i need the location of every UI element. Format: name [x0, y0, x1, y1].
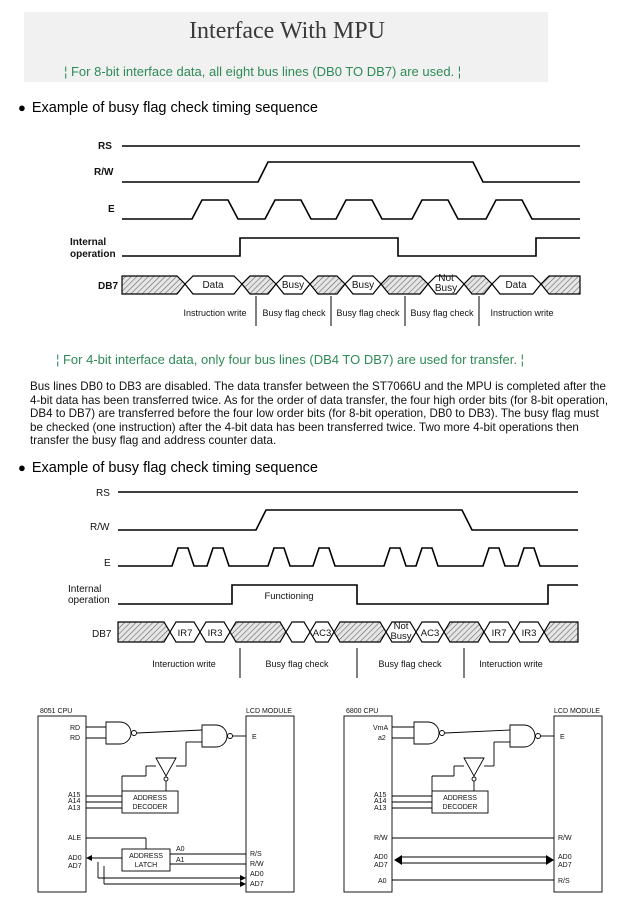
- bullet-icon: ●: [18, 100, 26, 115]
- label-8051-decoder2: DECODER: [132, 804, 168, 811]
- label-6800-a15: A15: [374, 792, 387, 799]
- db7-2-label-ir7-1: IR7: [177, 628, 193, 639]
- operation-label: operation: [70, 249, 116, 260]
- db7-invalid-4: [381, 276, 428, 294]
- label-8051-mad0: AD0: [250, 871, 264, 878]
- label-8051-cpu: 8051 CPU: [40, 708, 73, 715]
- phase-1-2: Busy flag check: [262, 308, 326, 318]
- label-8051-a15: A15: [68, 792, 81, 799]
- label-8051-ad0: AD0: [68, 855, 82, 862]
- timing-diagram-2: [0, 480, 638, 680]
- rw-wave-2: [118, 510, 578, 530]
- label-6800-decoder1: ADDRESS: [443, 795, 477, 802]
- rw-label: R/W: [94, 167, 114, 178]
- label-8051-latch1: ADDRESS: [129, 853, 163, 860]
- db7-invalid-1: [122, 276, 185, 294]
- label-8051-latch2: LATCH: [134, 862, 158, 869]
- phase-2-1: Interuction write: [152, 659, 216, 669]
- section1-heading-text: Example of busy flag check timing sequence: [31, 100, 318, 116]
- db7-2-label-ir3-1: IR3: [207, 628, 223, 639]
- label-6800-cpu: 6800 CPU: [346, 708, 379, 715]
- phase-2-4: Interuction write: [479, 659, 543, 669]
- label-8051-a14: A14: [68, 798, 81, 805]
- internal-wave-2: [118, 585, 578, 604]
- db7-invalid-5: [464, 276, 492, 294]
- label-8051-rw: R/W: [250, 861, 264, 868]
- db7-2-label-ac3-1: AC3: [312, 628, 332, 639]
- paragraph: Bus lines DB0 to DB3 are disabled. The data transfer between the ST7066U and the MPU is completed after the 4-bit data has been transferred twice. As for the order of data transfer, the four high order bits (for 8-bit operation, DB4 to DB7) are transferred before the four low order bits (for 8-bit operation, DB0 to DB3). The busy flag must be checked (one instruction) after the 4-bit data has been transferred twice. Two more 4-bit operations then transfer the busy flag and address counter data.: [30, 380, 609, 448]
- phase-1-1: Instruction write: [183, 308, 247, 318]
- label-8051-a13: A13: [68, 805, 81, 812]
- section1-heading: [18, 100, 318, 116]
- label-8051-rd2: RD: [70, 735, 81, 742]
- db7-label: DB7: [98, 281, 119, 292]
- section2-heading-text: Example of busy flag check timing sequence: [31, 460, 318, 476]
- label-8051-a0: A0: [176, 846, 185, 853]
- internal-label: Internal: [70, 237, 107, 248]
- label-8051-mad7: AD7: [250, 881, 264, 888]
- db7-label-not: Not: [438, 273, 454, 284]
- db7-invalid-2: [242, 276, 276, 294]
- functioning-label: Functioning: [264, 591, 314, 602]
- e-wave-2: [118, 548, 578, 566]
- note-8bit: ¦ For 8-bit interface data, all eight bus lines (DB0 TO DB7) are used. ¦: [64, 64, 462, 79]
- label-6800-ad0: AD0: [374, 854, 388, 861]
- phase-2-2: Busy flag check: [265, 659, 329, 669]
- label-6800-ad7: AD7: [374, 862, 388, 869]
- circuit-diagrams: [0, 700, 638, 905]
- label-6800-mad0: AD0: [558, 854, 572, 861]
- rw-wave: [122, 162, 580, 182]
- db7-2-label-ir7-2: IR7: [491, 628, 507, 639]
- label-6800-rs: R/S: [558, 878, 570, 885]
- label-6800-rw-cpu: R/W: [374, 835, 388, 842]
- rs-label: RS: [98, 141, 112, 152]
- label-8051-rd1: RD: [70, 725, 81, 732]
- label-8051-e: E: [252, 734, 257, 741]
- label-6800-decoder2: DECODER: [442, 804, 478, 811]
- e-label-2: E: [104, 558, 111, 569]
- db7-2-label-ir3-2: IR3: [521, 628, 537, 639]
- db7-label-busy-2: Busy: [351, 280, 375, 291]
- label-6800-module: LCD MODULE: [554, 708, 600, 715]
- label-6800-a13: A13: [374, 805, 387, 812]
- bullet-icon: ●: [18, 460, 26, 475]
- page-title: Interface With MPU: [189, 18, 385, 44]
- db7-invalid-3: [310, 276, 345, 294]
- label-6800-e: E: [560, 734, 565, 741]
- label-8051-ale: ALE: [68, 835, 82, 842]
- label-8051-module: LCD MODULE: [246, 708, 292, 715]
- db7-2-label-busy: Busy: [390, 631, 412, 642]
- db7-label-data-2: Data: [505, 280, 527, 291]
- db7-label-2: DB7: [92, 629, 112, 640]
- db7-label-busy-1: Busy: [281, 280, 305, 291]
- e-label: E: [108, 204, 115, 215]
- db7-label-data-1: Data: [202, 280, 224, 291]
- label-6800-mad7: AD7: [558, 862, 572, 869]
- label-6800-a14: A14: [374, 798, 387, 805]
- phase-2-3: Busy flag check: [378, 659, 442, 669]
- phase-1-4: Busy flag check: [410, 308, 474, 318]
- label-6800-rw: R/W: [558, 835, 572, 842]
- section2-heading: [18, 460, 318, 476]
- db7-2-label-not: Not: [393, 621, 409, 632]
- db7-label-busy-3: Busy: [434, 283, 458, 294]
- operation-label-2: operation: [68, 595, 110, 606]
- internal-wave: [122, 238, 580, 256]
- db7-invalid-6: [541, 276, 580, 294]
- db7-2-label-ac3-2: AC3: [420, 628, 440, 639]
- label-8051-rs: R/S: [250, 851, 262, 858]
- label-6800-a2: a2: [378, 735, 386, 742]
- rs-label-2: RS: [96, 488, 110, 499]
- rw-label-2: R/W: [90, 522, 110, 533]
- note-4bit: ¦ For 4-bit interface data, only four bus lines (DB4 TO DB7) are used for transfer. ¦: [56, 352, 524, 367]
- internal-label-2: Internal: [68, 584, 102, 595]
- phase-1-3: Busy flag check: [336, 308, 400, 318]
- label-8051-decoder1: ADDRESS: [133, 795, 167, 802]
- label-8051-a1: A1: [176, 857, 185, 864]
- e-wave: [122, 200, 580, 219]
- label-6800-vma: VmA: [373, 725, 389, 732]
- phase-1-5: Instruction write: [490, 308, 554, 318]
- label-6800-a0: A0: [378, 878, 387, 885]
- timing-diagram-1: [0, 130, 638, 330]
- label-8051-ad7: AD7: [68, 863, 82, 870]
